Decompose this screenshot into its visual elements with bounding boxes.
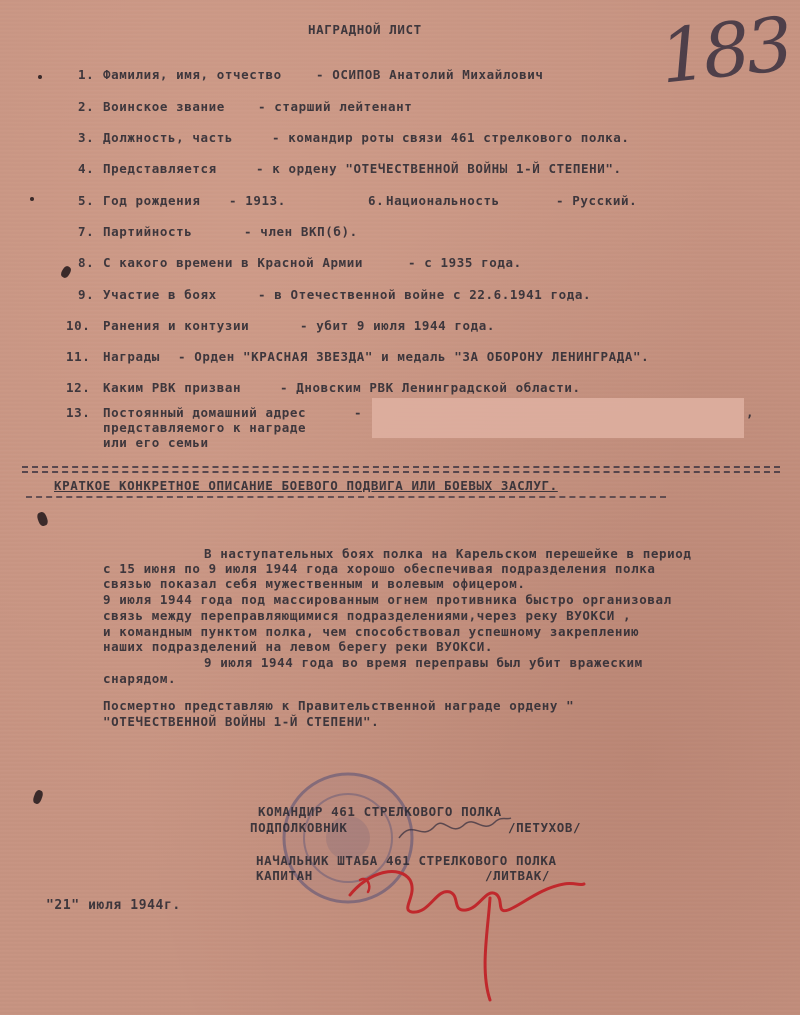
commander-title: КОМАНДИР 461 СТРЕЛКОВОГО ПОЛКА	[258, 804, 502, 819]
handwritten-number: 183	[655, 1, 794, 101]
closing-line: Посмертно представляю к Правительственной награде ордену "	[103, 698, 575, 713]
punch-mark	[30, 197, 34, 201]
punch-mark	[60, 265, 73, 279]
item-number: 1.	[78, 67, 95, 82]
item-number: 2.	[78, 99, 95, 114]
separator-line	[22, 466, 780, 468]
chief-of-staff-title: НАЧАЛЬНИК ШТАБА 461 СТРЕЛКОВОГО ПОЛКА	[256, 853, 557, 868]
item-value: - 1913.	[229, 193, 286, 208]
item-value: - старший лейтенант	[258, 99, 413, 114]
section-heading: КРАТКОЕ КОНКРЕТНОЕ ОПИСАНИЕ БОЕВОГО ПОДВИГА ИЛИ БОЕВЫХ ЗАСЛУГ.	[54, 478, 558, 493]
item-label: Ранения и контузии	[103, 318, 250, 333]
item-label: Каким РВК призван	[103, 380, 242, 395]
item-label: Награды	[103, 349, 160, 364]
item-label: Постоянный домашний адрес	[103, 405, 307, 420]
commander-name: /ПЕТУХОВ/	[508, 820, 582, 835]
chief-of-staff-name: /ЛИТВАК/	[485, 868, 551, 883]
citation-line: с 15 июня по 9 июля 1944 года хорошо обеспечивая подразделения полка	[103, 561, 656, 576]
item-label: Представляется	[103, 161, 217, 176]
item-number: 3.	[78, 130, 95, 145]
item-value: - командир роты связи 461 стрелкового полка.	[272, 130, 630, 145]
item-label: Национальность	[386, 193, 500, 208]
item-number: 11.	[66, 349, 91, 364]
item-number: 4.	[78, 161, 95, 176]
item-value: - ОСИПОВ Анатолий Михайлович	[316, 67, 544, 82]
item-number: 9.	[78, 287, 95, 302]
item-number: 7.	[78, 224, 95, 239]
item-value: - член ВКП(б).	[244, 224, 358, 239]
item-value: -	[354, 405, 363, 420]
citation-line: и командным пунктом полка, чем способствовал успешному закреплению	[103, 624, 640, 639]
item-number: 6.	[368, 193, 385, 208]
citation-line: В наступательных боях полка на Карельском перешейке в период	[204, 546, 692, 561]
citation-line: связью показал себя мужественным и волевым офицером.	[103, 576, 526, 591]
address-comma: ,	[746, 405, 755, 420]
citation-line: наших подразделений на левом берегу реки ВУОКСИ.	[103, 639, 494, 654]
item-label-continued: представляемого к награде	[103, 420, 307, 435]
citation-line: снарядом.	[103, 671, 177, 686]
item-value: - Дновским РВК Ленинградской области.	[280, 380, 581, 395]
closing-line: "ОТЕЧЕСТВЕННОЙ ВОЙНЫ 1-Й СТЕПЕНИ".	[103, 714, 380, 729]
document-date: "21" июля 1944г.	[46, 898, 181, 913]
commander-rank: ПОДПОЛКОВНИК	[250, 820, 348, 835]
redacted-address	[372, 398, 744, 438]
item-value: - Русский.	[556, 193, 638, 208]
item-label: Партийность	[103, 224, 193, 239]
item-number: 12.	[66, 380, 91, 395]
item-label: Участие в боях	[103, 287, 217, 302]
citation-line: 9 июля 1944 года под массированным огнем противника быстро организовал	[103, 592, 672, 607]
item-label: Год рождения	[103, 193, 201, 208]
item-value: - в Отечественной войне с 22.6.1941 года.	[258, 287, 592, 302]
chief-of-staff-rank: КАПИТАН	[256, 868, 313, 883]
separator-line	[22, 471, 780, 473]
item-label: Фамилия, имя, отчество	[103, 67, 282, 82]
item-number: 8.	[78, 255, 95, 270]
item-value: - с 1935 года.	[408, 255, 522, 270]
item-label: С какого времени в Красной Армии	[103, 255, 364, 270]
item-number: 5.	[78, 193, 95, 208]
item-value: - к ордену "ОТЕЧЕСТВЕННОЙ ВОЙНЫ 1-Й СТЕПЕНИ".	[256, 161, 622, 176]
item-value: - убит 9 июля 1944 года.	[300, 318, 496, 333]
citation-line: связь между переправляющимися подразделениями,через реку ВУОКСИ ,	[103, 608, 632, 623]
item-label: Должность, часть	[103, 130, 234, 145]
red-ink-signature	[340, 840, 590, 1010]
item-number: 10.	[66, 318, 91, 333]
item-label-continued: или его семьи	[103, 435, 209, 450]
punch-mark	[32, 789, 44, 805]
document-title: НАГРАДНОЙ ЛИСТ	[308, 22, 422, 37]
punch-mark	[38, 75, 42, 79]
separator-line	[26, 496, 666, 498]
punch-mark	[36, 511, 49, 527]
item-value: - Орден "КРАСНАЯ ЗВЕЗДА" и медаль "ЗА ОБОРОНУ ЛЕНИНГРАДА".	[178, 349, 650, 364]
item-label: Воинское звание	[103, 99, 225, 114]
citation-line: 9 июля 1944 года во время переправы был убит вражеским	[204, 655, 643, 670]
item-number: 13.	[66, 405, 91, 420]
